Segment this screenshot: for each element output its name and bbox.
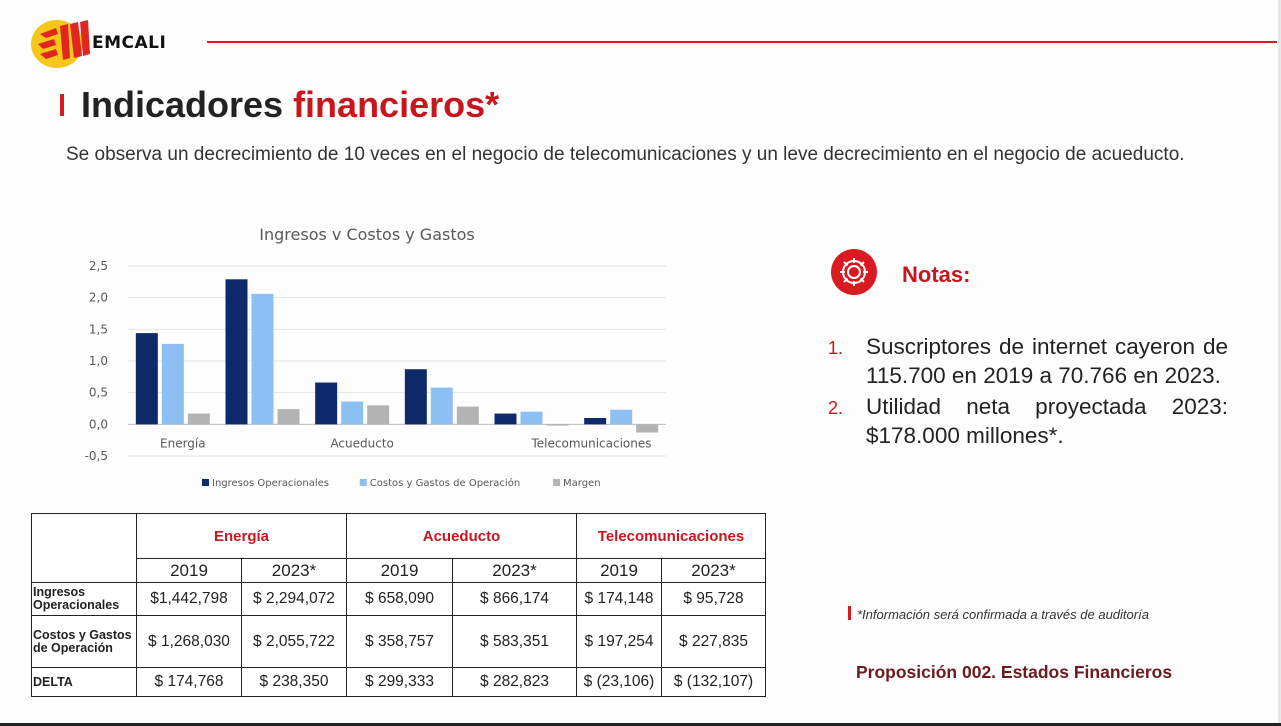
year-header: 2023* [453, 559, 577, 583]
bar [610, 410, 632, 425]
category-label: Acueducto [330, 436, 394, 451]
bar [405, 369, 427, 424]
table-cell: $ 358,757 [347, 616, 453, 668]
year-header: 2019 [347, 559, 453, 583]
proposal-label: Proposición 002. Estados Financieros [856, 662, 1173, 682]
group-header-acueducto: Acueducto [347, 514, 577, 559]
year-header: 2019 [137, 559, 242, 583]
bar [252, 294, 274, 424]
group-header-telecomunicaciones: Telecomunicaciones [577, 514, 766, 559]
y-tick-label: 0,0 [88, 417, 108, 432]
year-header: 2023* [242, 559, 347, 583]
table-cell: $ 866,174 [453, 583, 577, 616]
y-tick-label: -0,5 [84, 449, 108, 463]
bar [521, 412, 543, 425]
financial-table [31, 513, 766, 697]
emcali-logo [30, 14, 92, 70]
table-cell: $ 238,350 [242, 668, 347, 697]
table-cell: $ 299,333 [347, 668, 453, 697]
table-cell: $ 2,294,072 [242, 583, 347, 616]
bar [278, 409, 300, 424]
table-row [32, 616, 766, 668]
table-cell: $ 658,090 [347, 583, 453, 616]
table-cell: $ 1,268,030 [137, 616, 242, 668]
title-marker [60, 94, 64, 116]
bar-chart [70, 218, 680, 503]
note-text: Utilidad neta proyectada 2023: $178.000 millones*. [866, 394, 1228, 448]
y-tick-label: 0,5 [88, 385, 108, 400]
table-cell: $ 174,148 [577, 583, 662, 616]
note-item [828, 392, 1228, 450]
legend-label: Margen [563, 478, 601, 489]
note-number: 1. [828, 338, 844, 358]
chart-title: Ingresos v Costos y Gastos [259, 225, 475, 244]
bar [431, 388, 453, 425]
group-header-energia: Energía [137, 514, 347, 559]
note-number: 2. [828, 398, 844, 418]
brand-name: EMCALI [92, 33, 167, 53]
bar [584, 418, 606, 424]
note-text: Suscriptores de internet cayeron de 115.700 en 2019 a 70.766 en 2023. [866, 334, 1228, 388]
disclaimer-marker [848, 606, 851, 620]
bar [188, 414, 210, 425]
gear-icon [830, 248, 878, 296]
y-tick-label: 1,0 [88, 354, 108, 368]
table-cell: $ 197,254 [577, 616, 662, 668]
table-row [32, 583, 766, 616]
table-row [32, 668, 766, 697]
table-cell: $ 227,835 [662, 616, 766, 668]
legend-swatch [202, 479, 209, 486]
page-subtitle: Se observa un decrecimiento de 10 veces en el negocio de telecomunicaciones y un leve decrecimiento en el negocio de acueducto. [66, 144, 1185, 165]
legend-swatch [553, 479, 560, 486]
table-cell: $ 95,728 [662, 583, 766, 616]
year-header: 2023* [662, 559, 766, 583]
table-cell: $ 583,351 [453, 616, 577, 668]
title-prefix: Indicadores [81, 84, 294, 125]
category-label: Energía [160, 436, 206, 451]
bar [162, 344, 184, 424]
disclaimer: *Información será confirmada a través de auditoría [857, 607, 1149, 622]
year-header: 2019 [577, 559, 662, 583]
page-title [81, 84, 499, 126]
bar [457, 407, 479, 425]
table-cell: $ 282,823 [453, 668, 577, 697]
table-cell: $ (132,107) [662, 668, 766, 697]
bar [136, 333, 158, 424]
bar [341, 402, 363, 425]
table-cell: $ 2,055,722 [242, 616, 347, 668]
category-label: Telecomunicaciones [531, 436, 652, 451]
table-corner [32, 514, 137, 583]
notes-list [828, 332, 1228, 452]
title-accent: financieros* [293, 84, 500, 125]
y-tick-label: 2,0 [88, 290, 108, 305]
y-tick-label: 2,5 [88, 259, 108, 273]
table-cell: $ (23,106) [577, 668, 662, 697]
table-cell: $ 174,768 [137, 668, 242, 697]
y-tick-label: 1,5 [88, 322, 108, 337]
bar [547, 424, 569, 425]
bar [367, 405, 389, 424]
bar [226, 279, 248, 424]
bar [636, 424, 658, 432]
table-cell: $1,442,798 [137, 583, 242, 616]
legend-label: Costos y Gastos de Operación [369, 478, 521, 489]
row-label: DELTA [32, 668, 137, 697]
legend-label: Ingresos Operacionales [212, 478, 330, 489]
row-label: Costos y Gastos de Operación [32, 616, 137, 668]
legend-swatch [360, 479, 367, 486]
note-item [828, 332, 1228, 390]
notes-title: Notas: [902, 262, 971, 287]
header-line [207, 41, 1277, 43]
bar [495, 414, 517, 425]
bar [315, 383, 337, 425]
row-label: Ingresos Operacionales [32, 583, 137, 616]
